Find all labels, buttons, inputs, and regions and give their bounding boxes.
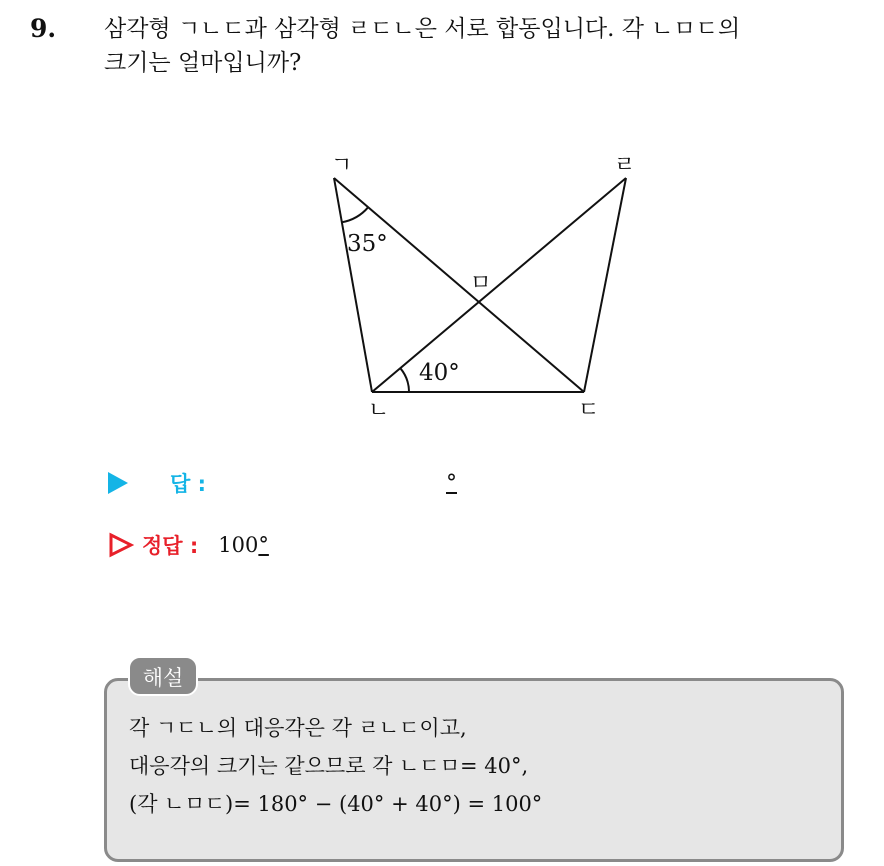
answer-row (108, 468, 457, 498)
vertex-label-a: ㄱ (331, 153, 353, 178)
correct-answer-unit: ° (258, 533, 269, 557)
question-line-2: 크기는 얼마입니까? (104, 50, 302, 76)
correct-answer-row (108, 530, 269, 560)
triangle-figure (300, 150, 680, 430)
explanation-tab: 해설 (128, 656, 198, 696)
vertex-label-c: ㄷ (578, 398, 600, 423)
explanation-line-3: (각 ㄴㅁㄷ)= 180° − (40° + 40°) = 100° (129, 792, 543, 816)
correct-answer-value (218, 533, 269, 557)
answer-label: 답 : (170, 472, 206, 496)
answer-unit: ° (446, 470, 457, 496)
segment-d-c (584, 178, 626, 392)
play-triangle-icon (108, 472, 128, 494)
explanation-line-2: 대응각의 크기는 같으므로 각 ㄴㄷㅁ= 40°, (129, 754, 529, 778)
angle-label-40: 40° (419, 360, 460, 386)
correct-answer-label: 정답 : (142, 534, 199, 558)
angle-arc-a (342, 207, 369, 222)
question-number: 9. (30, 14, 57, 43)
explanation-box (104, 678, 844, 862)
angle-arc-b (400, 368, 409, 392)
vertex-label-b: ㄴ (368, 398, 390, 423)
segment-b-d (372, 178, 626, 392)
question-text (104, 12, 874, 80)
vertex-label-d: ㄹ (614, 153, 636, 178)
question-line-1: 삼각형 ㄱㄴㄷ과 삼각형 ㄹㄷㄴ은 서로 합동입니다. 각 ㄴㅁㄷ의 (104, 16, 741, 42)
vertex-label-e: ㅁ (470, 271, 492, 296)
correct-answer-number: 100 (218, 533, 259, 557)
angle-label-35: 35° (347, 231, 388, 257)
explanation-line-1: 각 ㄱㄷㄴ의 대응각은 각 ㄹㄴㄷ이고, (129, 716, 467, 740)
outline-triangle-icon (108, 532, 134, 558)
